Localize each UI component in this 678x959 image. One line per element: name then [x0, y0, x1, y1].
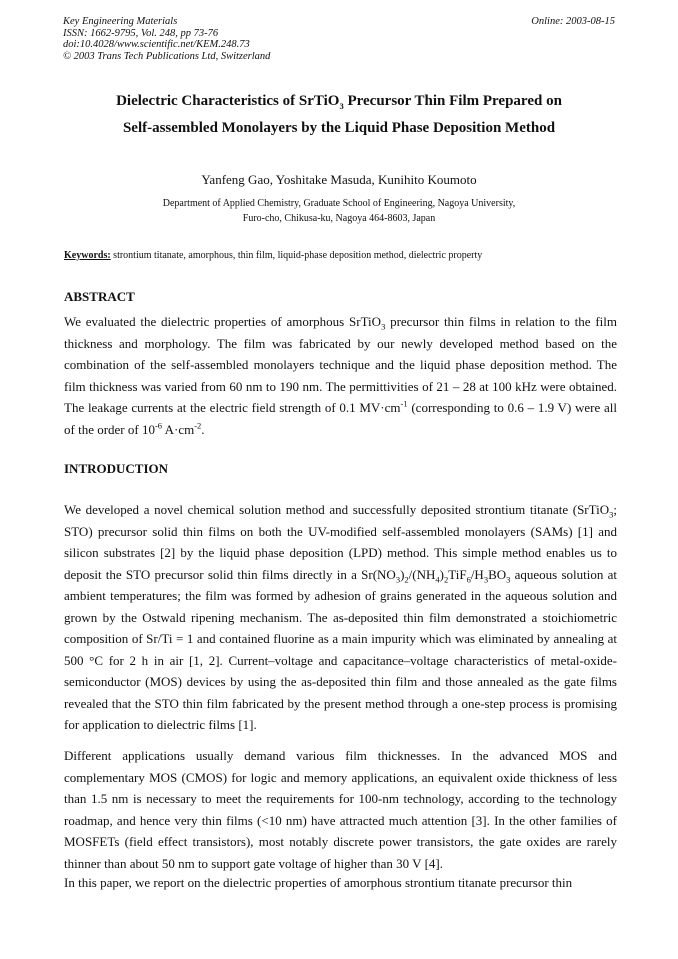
keywords	[64, 250, 618, 261]
intro-paragraph-1: We developed a novel chemical solution method and successfully deposited strontium titanate (SrTiO$_3$; STO) precursor solid thin films on both the UV-modified self-assembled monolayers (SAMs) [1] and silicon substrates [2] by the liquid phase deposition (LPD) method. This simple method enables us to deposit the STO precursor solid thin films directly in a $Sr(NO_3)_2/(NH_4)_2TiF_6/H_3BO_3$ aqueous solution at ambient temperatures; the film was formed by adhesion of grains generated in the aqueous solution and grown by the Ostwald ripening mechanism. The as-deposited thin film demonstrated a stoichiometric composition of Sr/Ti = 1 and contained fluorine as a main impurity which was eliminated by annealing at 500 °C for 2 h in air [1, 2]. Current–voltage and capacitance–voltage characteristics of metal-oxide-semiconductor (MOS) devices by using the as-deposited thin film and those annealed as the gate films revealed that the STO thin film fabricated by the present method through a one-step process is promising for application to dielectric films [1].	[64, 502, 617, 732]
copyright-line: © 2003 Trans Tech Publications Ltd, Switzerland	[63, 50, 271, 62]
introduction-heading: INTRODUCTION	[64, 461, 169, 476]
issn-line: ISSN: 1662-9795, Vol. 248, pp 73-76	[63, 27, 219, 39]
affiliation	[0, 196, 678, 226]
paper-title	[0, 88, 678, 142]
title-line-1: Dielectric Characteristics of SrTiO$_3$ Precursor Thin Film Prepared on	[116, 93, 562, 111]
abstract-heading: ABSTRACT	[64, 289, 135, 304]
keywords-text: strontium titanate, amorphous, thin film, liquid-phase deposition method, dielectric property	[110, 250, 483, 261]
online-date: Online: 2003-08-15	[531, 16, 615, 27]
abstract-text: We evaluated the dielectric properties of amorphous SrTiO$_3$ precursor thin films in relation to the film thickness and morphology. The film was fabricated by our newly developed method based on the combination of the self-assembled monolayers technique and the liquid phase deposition method. The film thickness was varied from 60 nm to 190 nm. The permittivities of 21 – 28 at 100 kHz were obtained. The leakage currents at the electric field strength of 0.1 $MV\cdot cm^{-1}$ (corresponding to 0.6 – 1.9 V) were all of the order of $10^{-6}$ $A\cdot cm^{-2}$.	[64, 314, 617, 437]
intro-paragraph-2: Different applications usually demand various film thicknesses. In the advanced MOS and complementary MOS (CMOS) for logic and memory applications, an equivalent oxide thickness of less than 1.5 nm is necessary to meet the requirements for 100-nm technology, according to the technology roadmap, and hence very thin films (<10 nm) have attracted much attention [3]. In the other families of MOSFETs (field effect transistors), most notably discrete power transistors, the gate oxides are rarely thinner than about 50 nm to support gate voltage of higher than 30 V [4].	[64, 748, 617, 871]
title-line-2: Self-assembled Monolayers by the Liquid Phase Deposition Method	[122, 120, 556, 136]
page-header	[63, 16, 615, 62]
affiliation-line-2: Furo-cho, Chikusa-ku, Nagoya 464-8603, Japan	[242, 213, 436, 224]
keywords-label: Keywords:	[64, 250, 111, 261]
author-list: Yanfeng Gao, Yoshitake Masuda, Kunihito Koumoto	[201, 172, 477, 187]
doi-line: doi:10.4028/www.scientific.net/KEM.248.73	[63, 39, 250, 51]
intro-paragraph-3: In this paper, we report on the dielectric properties of amorphous strontium titanate precursor thin	[64, 875, 573, 890]
affiliation-line-1: Department of Applied Chemistry, Graduate School of Engineering, Nagoya University,	[162, 198, 516, 209]
journal-name: Key Engineering Materials	[63, 16, 178, 27]
